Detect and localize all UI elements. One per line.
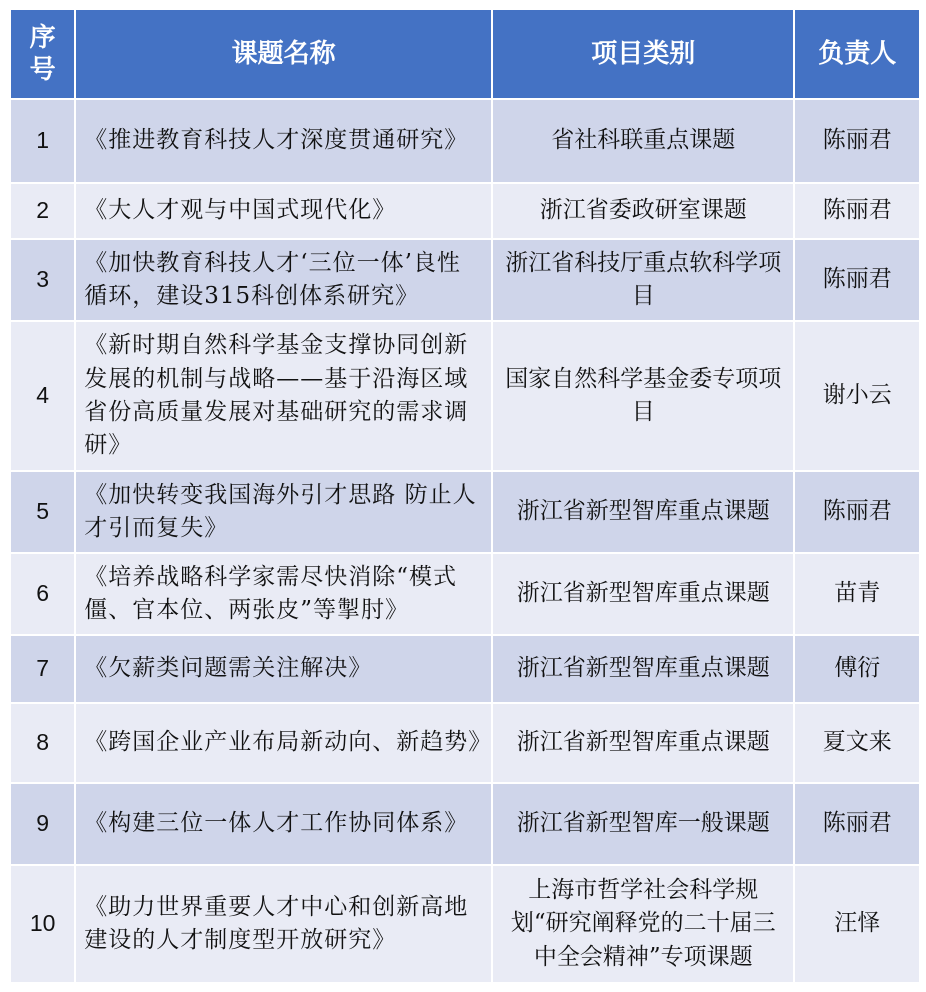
row-category: 浙江省新型智库重点课题 (493, 554, 793, 634)
table-row (11, 184, 919, 238)
row-category: 省社科联重点课题 (493, 100, 793, 182)
row-category: 浙江省新型智库重点课题 (493, 472, 793, 552)
row-number: 7 (11, 636, 74, 702)
row-owner: 苗青 (795, 554, 919, 634)
header-row (11, 10, 919, 98)
row-category: 国家自然科学基金委专项项目 (493, 322, 793, 470)
row-category: 浙江省新型智库一般课题 (493, 784, 793, 864)
table-row (11, 704, 919, 782)
row-title: 《推进教育科技人才深度贯通研究》 (76, 100, 491, 182)
row-title: 《加快教育科技人才‘三位一体’良性循环，建设315科创体系研究》 (76, 240, 491, 320)
row-owner: 夏文来 (795, 704, 919, 782)
row-title: 《欠薪类问题需关注解决》 (76, 636, 491, 702)
row-title: 《助力世界重要人才中心和创新高地建设的人才制度型开放研究》 (76, 866, 491, 982)
row-title: 《加快转变我国海外引才思路 防止人才引而复失》 (76, 472, 491, 552)
table-row (11, 554, 919, 634)
row-owner: 谢小云 (795, 322, 919, 470)
row-owner: 陈丽君 (795, 784, 919, 864)
header-owner: 负责人 (795, 10, 919, 98)
projects-table (9, 8, 921, 984)
header-serial-number: 序号 (11, 10, 74, 98)
row-title: 《大人才观与中国式现代化》 (76, 184, 491, 238)
table-row (11, 784, 919, 864)
table-row (11, 240, 919, 320)
row-number: 4 (11, 322, 74, 470)
row-title: 《构建三位一体人才工作协同体系》 (76, 784, 491, 864)
table-body (11, 100, 919, 982)
row-number: 1 (11, 100, 74, 182)
row-number: 6 (11, 554, 74, 634)
row-title: 《新时期自然科学基金支撑协同创新发展的机制与战略——基于沿海区域省份高质量发展对基础研究的需求调研》 (76, 322, 491, 470)
row-number: 8 (11, 704, 74, 782)
table-row (11, 866, 919, 982)
table-row (11, 472, 919, 552)
row-category: 浙江省新型智库重点课题 (493, 704, 793, 782)
header-project-category: 项目类别 (493, 10, 793, 98)
row-number: 3 (11, 240, 74, 320)
row-category: 浙江省委政研室课题 (493, 184, 793, 238)
table-row (11, 636, 919, 702)
row-owner: 傅衍 (795, 636, 919, 702)
row-number: 10 (11, 866, 74, 982)
row-owner: 陈丽君 (795, 472, 919, 552)
row-category: 上海市哲学社会科学规划“研究阐释党的二十届三中全会精神”专项课题 (493, 866, 793, 982)
row-owner: 陈丽君 (795, 100, 919, 182)
table-row (11, 322, 919, 470)
row-number: 5 (11, 472, 74, 552)
row-title: 《培养战略科学家需尽快消除“模式僵、官本位、两张皮”等掣肘》 (76, 554, 491, 634)
table-row (11, 100, 919, 182)
row-number: 2 (11, 184, 74, 238)
row-owner: 汪怿 (795, 866, 919, 982)
row-owner: 陈丽君 (795, 240, 919, 320)
row-category: 浙江省新型智库重点课题 (493, 636, 793, 702)
header-project-title: 课题名称 (76, 10, 491, 98)
row-category: 浙江省科技厅重点软科学项目 (493, 240, 793, 320)
table-header (11, 10, 919, 98)
row-number: 9 (11, 784, 74, 864)
row-title: 《跨国企业产业布局新动向、新趋势》 (76, 704, 491, 782)
row-owner: 陈丽君 (795, 184, 919, 238)
